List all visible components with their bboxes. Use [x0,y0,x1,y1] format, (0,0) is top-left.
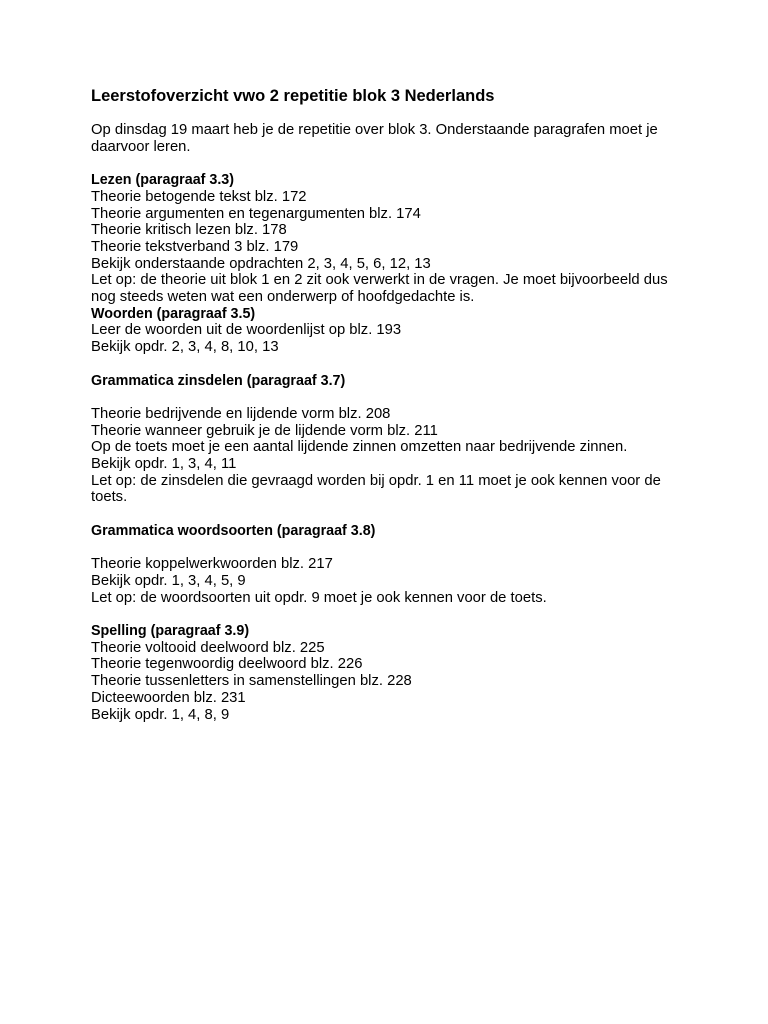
section-heading: Grammatica zinsdelen (paragraaf 3.7) [91,372,346,389]
list-item: Op de toets moet je een aantal lijdende zinnen omzetten naar bedrijvende zinnen. [91,439,628,456]
section-lezen [91,172,691,306]
list-item: Bekijk opdr. 1, 3, 4, 11 [91,456,237,473]
list-item: Dicteewoorden blz. 231 [91,689,246,706]
list-item: Theorie tekstverband 3 blz. 179 [91,238,299,255]
list-item: Leer de woorden uit de woordenlijst op blz. 193 [91,322,402,339]
list-item: Bekijk opdr. 1, 4, 8, 9 [91,706,230,723]
section-woorden [91,306,691,356]
list-item: Theorie koppelwerkwoorden blz. 217 [91,556,333,573]
section-heading: Woorden (paragraaf 3.5) [91,305,256,322]
list-item: Theorie tussenletters in samenstellingen blz. 228 [91,673,412,690]
list-item: Theorie tegenwoordig deelwoord blz. 226 [91,656,363,673]
section-grammatica-woordsoorten [91,523,691,607]
list-item: Let op: de theorie uit blok 1 en 2 zit ook verwerkt in de vragen. Je moet bijvoorbeeld dus nog steeds weten wat een onderwerp of hoofdgedachte is. [91,272,668,306]
list-item: Theorie voltooid deelwoord blz. 225 [91,639,325,656]
list-item: Theorie argumenten en tegenargumenten blz. 174 [91,205,421,222]
list-item: Theorie betogende tekst blz. 172 [91,188,307,205]
spacer [91,506,691,523]
spacer [91,606,691,623]
intro-paragraph: Op dinsdag 19 maart heb je de repetitie over blok 3. Onderstaande paragrafen moet je daarvoor leren. [91,122,658,155]
spacer [91,155,691,172]
list-item: Let op: de zinsdelen die gevraagd worden bij opdr. 1 en 11 moet je ook kennen voor de toets. [91,472,661,506]
list-item: Let op: de woordsoorten uit opdr. 9 moet je ook kennen voor de toets. [91,589,547,606]
list-item: Theorie bedrijvende en lijdende vorm blz. 208 [91,405,391,422]
list-item: Bekijk opdr. 2, 3, 4, 8, 10, 13 [91,339,279,356]
section-spelling [91,623,691,723]
section-heading: Spelling (paragraaf 3.9) [91,623,250,639]
document-title: Leerstofoverzicht vwo 2 repetitie blok 3 Nederlands [91,87,495,105]
section-heading: Grammatica woordsoorten (paragraaf 3.8) [91,522,376,539]
section-grammatica-zinsdelen [91,373,691,507]
spacer [91,540,691,557]
spacer [91,356,691,373]
list-item: Theorie kritisch lezen blz. 178 [91,222,287,239]
list-item: Bekijk opdr. 1, 3, 4, 5, 9 [91,572,246,589]
list-item: Bekijk onderstaande opdrachten 2, 3, 4, 5, 6, 12, 13 [91,255,431,272]
section-heading: Lezen (paragraaf 3.3) [91,172,235,189]
list-item: Theorie wanneer gebruik je de lijdende vorm blz. 211 [91,422,438,439]
spacer [91,389,691,406]
document-page [91,86,691,723]
